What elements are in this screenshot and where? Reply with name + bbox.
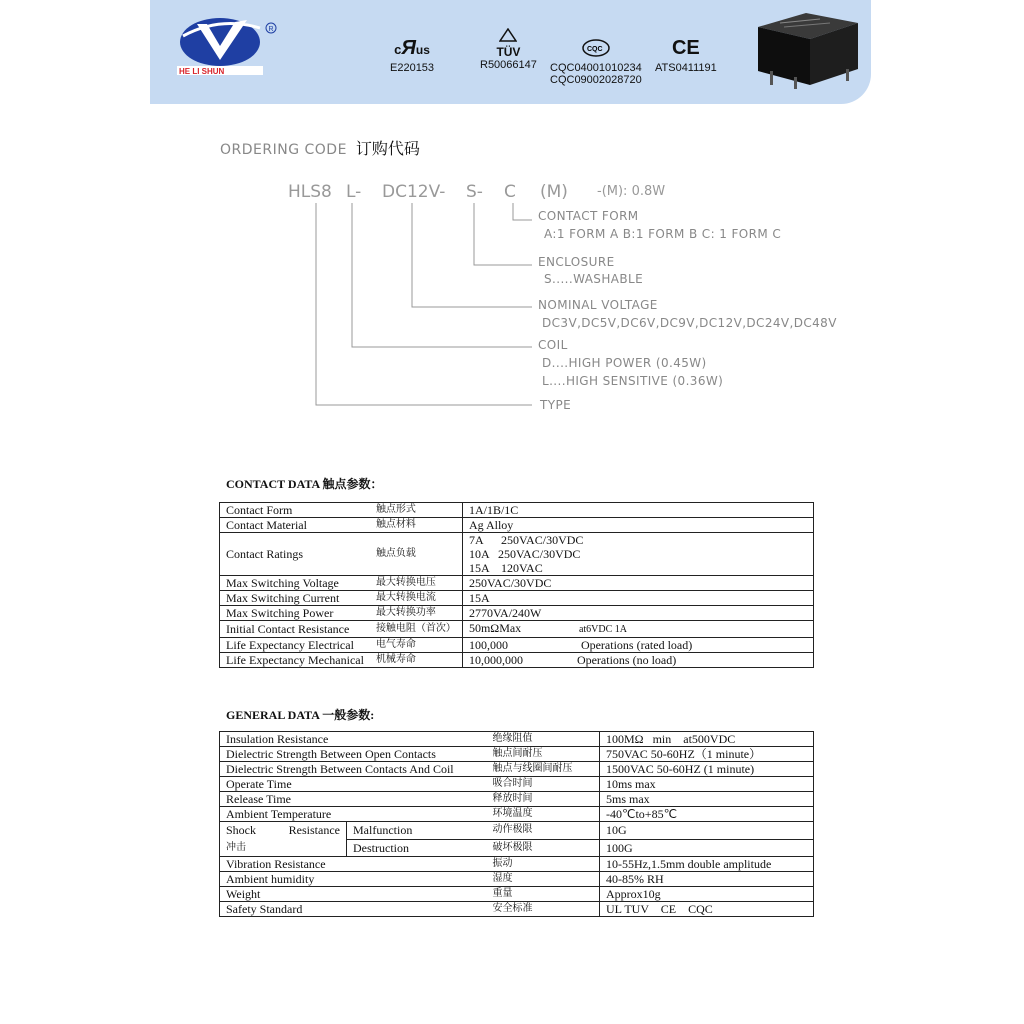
row-label: Max Switching Current xyxy=(220,591,370,606)
row-label: Ambient Temperature xyxy=(220,807,487,822)
table-row xyxy=(220,777,814,792)
code-part-coil: L- xyxy=(346,182,362,202)
ordering-code-title-cn: 订购代码 xyxy=(355,139,420,158)
row-label: Contact Form xyxy=(220,503,370,518)
table-row xyxy=(220,653,814,668)
row-label-cn: 破坏极限 xyxy=(487,839,600,857)
row-label: Life Expectancy Mechanical xyxy=(220,653,370,668)
table-row xyxy=(220,747,814,762)
row-label-cn: 安全标准 xyxy=(487,902,600,917)
row-label-cn: 湿度 xyxy=(487,872,600,887)
row-label: Dielectric Strength Between Contacts And Coil xyxy=(220,762,487,777)
table-row xyxy=(220,503,814,518)
row-value: 10-55Hz,1.5mm double amplitude xyxy=(600,857,814,872)
row-label-cn: 触点与线圈间耐压 xyxy=(487,762,600,777)
shock-label-b: Resistance xyxy=(288,823,340,837)
table-row xyxy=(220,518,814,533)
contact-data-title: CONTACT DATA 触点参数： xyxy=(226,477,383,491)
brand-text: HE LI SHUN xyxy=(179,67,225,76)
row-value: 100G xyxy=(600,839,814,857)
row-value: Approx10g xyxy=(600,887,814,902)
coil-label: COIL xyxy=(538,338,568,352)
row-value xyxy=(462,653,813,668)
cqc-cert-code-2: CQC09002028720 xyxy=(550,74,642,86)
row-label-cn: 触点间耐压 xyxy=(487,747,600,762)
row-value: 250VAC/30VDC xyxy=(462,576,813,591)
row-value: -40℃to+85℃ xyxy=(600,807,814,822)
shock-label xyxy=(220,822,347,857)
row-label: Dielectric Strength Between Open Contacts xyxy=(220,747,487,762)
row-value: UL TUV CE CQC xyxy=(600,902,814,917)
general-data-table xyxy=(219,731,814,917)
row-value: 750VAC 50-60HZ（1 minute） xyxy=(600,747,814,762)
tuv-mark: TÜV xyxy=(496,45,521,59)
row-label: Life Expectancy Electrical xyxy=(220,638,370,653)
ul-cert-code: E220153 xyxy=(390,62,435,74)
contact-form-label: CONTACT FORM xyxy=(538,209,639,223)
coil-l: L....HIGH SENSITIVE (0.36W) xyxy=(542,374,724,388)
voltage-label: NOMINAL VOLTAGE xyxy=(538,298,658,312)
row-label-cn: 接触电阻（首次） xyxy=(370,621,463,638)
row-label-cn: 触点负载 xyxy=(370,533,463,576)
row-value: 40-85% RH xyxy=(600,872,814,887)
ordering-code-diagram xyxy=(0,0,1024,440)
table-row xyxy=(220,872,814,887)
row-label: Malfunction xyxy=(347,822,487,840)
general-data-title: GENERAL DATA 一般参数: xyxy=(226,708,375,722)
table-row xyxy=(220,822,814,840)
row-label: Initial Contact Resistance xyxy=(220,621,370,638)
table-row xyxy=(220,638,814,653)
row-value: 10ms max xyxy=(600,777,814,792)
row-label-cn: 动作极限 xyxy=(487,822,600,840)
svg-text:CQC: CQC xyxy=(586,46,603,53)
row-label: Release Time xyxy=(220,792,487,807)
row-label-cn: 最大转换电压 xyxy=(370,576,463,591)
enclosure-label: ENCLOSURE xyxy=(538,255,615,269)
value-note: Operations (no load) xyxy=(576,653,677,667)
row-value: Ag Alloy xyxy=(462,518,813,533)
code-part-voltage: DC12V- xyxy=(382,182,446,202)
row-label: Max Switching Power xyxy=(220,606,370,621)
table-row xyxy=(220,887,814,902)
row-label-cn: 电气寿命 xyxy=(370,638,463,653)
voltage-values: DC3V,DC5V,DC6V,DC9V,DC12V,DC24V,DC48V xyxy=(542,316,837,330)
shock-label-cn: 冲击 xyxy=(226,842,246,853)
row-label: Destruction xyxy=(347,839,487,857)
code-part-type: HLS8 xyxy=(288,182,332,202)
row-label: Contact Material xyxy=(220,518,370,533)
row-value xyxy=(462,638,813,653)
row-label-cn: 触点形式 xyxy=(370,503,463,518)
row-label: Weight xyxy=(220,887,487,902)
code-part-contact: C xyxy=(504,182,516,202)
row-value: 15A xyxy=(462,591,813,606)
row-value xyxy=(462,533,813,576)
row-value: 5ms max xyxy=(600,792,814,807)
row-label-cn: 环境温度 xyxy=(487,807,600,822)
type-label: TYPE xyxy=(540,398,572,412)
row-label-cn: 吸合时间 xyxy=(487,777,600,792)
ce-cert-code: ATS0411191 xyxy=(655,62,717,74)
row-label: Max Switching Voltage xyxy=(220,576,370,591)
tuv-cert-code: R50066147 xyxy=(480,59,537,71)
code-suffix-note: -(M): 0.8W xyxy=(597,184,666,199)
rating-line: 7A 250VAC/30VDC xyxy=(468,533,584,547)
row-value: 1A/1B/1C xyxy=(462,503,813,518)
table-row xyxy=(220,621,814,638)
cqc-cert-code: CQC04001010234 xyxy=(550,62,642,74)
row-label: Contact Ratings xyxy=(220,533,370,576)
code-part-enclosure: S- xyxy=(466,182,483,202)
table-row xyxy=(220,792,814,807)
table-row xyxy=(220,762,814,777)
row-value: 100MΩ min at500VDC xyxy=(600,732,814,747)
value-note: at6VDC 1A xyxy=(578,624,627,635)
row-label-cn: 触点材料 xyxy=(370,518,463,533)
value-main: 10,000,000 xyxy=(468,653,523,667)
row-value: 1500VAC 50-60HZ (1 minute) xyxy=(600,762,814,777)
enclosure-values: S.....WASHABLE xyxy=(544,272,644,286)
ordering-code-title-en: ORDERING CODE xyxy=(220,142,347,158)
ce-mark-icon: CE xyxy=(671,37,700,59)
shock-label-a: Shock xyxy=(226,823,256,837)
contact-form-values: A:1 FORM A B:1 FORM B C: 1 FORM C xyxy=(544,227,782,241)
row-label-cn: 重量 xyxy=(487,887,600,902)
row-label: Ambient humidity xyxy=(220,872,487,887)
coil-d: D....HIGH POWER (0.45W) xyxy=(542,356,707,370)
row-value xyxy=(462,621,813,638)
table-row xyxy=(220,807,814,822)
row-label-cn: 最大转换功率 xyxy=(370,606,463,621)
rating-line: 15A 120VAC xyxy=(468,561,543,575)
value-note: Operations (rated load) xyxy=(580,638,693,652)
table-row xyxy=(220,533,814,576)
code-part-m: (M) xyxy=(540,182,568,202)
table-row xyxy=(220,591,814,606)
table-row xyxy=(220,576,814,591)
row-label: Insulation Resistance xyxy=(220,732,487,747)
row-label-cn: 绝缘阻值 xyxy=(487,732,600,747)
row-label-cn: 最大转换电流 xyxy=(370,591,463,606)
row-label-cn: 机械寿命 xyxy=(370,653,463,668)
row-value: 2770VA/240W xyxy=(462,606,813,621)
ul-mark-icon: cЯus xyxy=(394,37,430,59)
row-label-cn: 释放时间 xyxy=(487,792,600,807)
row-label-cn: 振动 xyxy=(487,857,600,872)
row-value: 10G xyxy=(600,822,814,840)
value-main: 50mΩMax xyxy=(468,621,522,635)
table-row xyxy=(220,606,814,621)
table-row xyxy=(220,902,814,917)
rating-line: 10A 250VAC/30VDC xyxy=(468,547,581,561)
svg-text:R: R xyxy=(268,26,274,33)
row-label: Safety Standard xyxy=(220,902,487,917)
table-row xyxy=(220,857,814,872)
row-label: Operate Time xyxy=(220,777,487,792)
contact-data-table xyxy=(219,502,814,668)
value-main: 100,000 xyxy=(468,638,508,652)
table-row xyxy=(220,732,814,747)
row-label: Vibration Resistance xyxy=(220,857,487,872)
